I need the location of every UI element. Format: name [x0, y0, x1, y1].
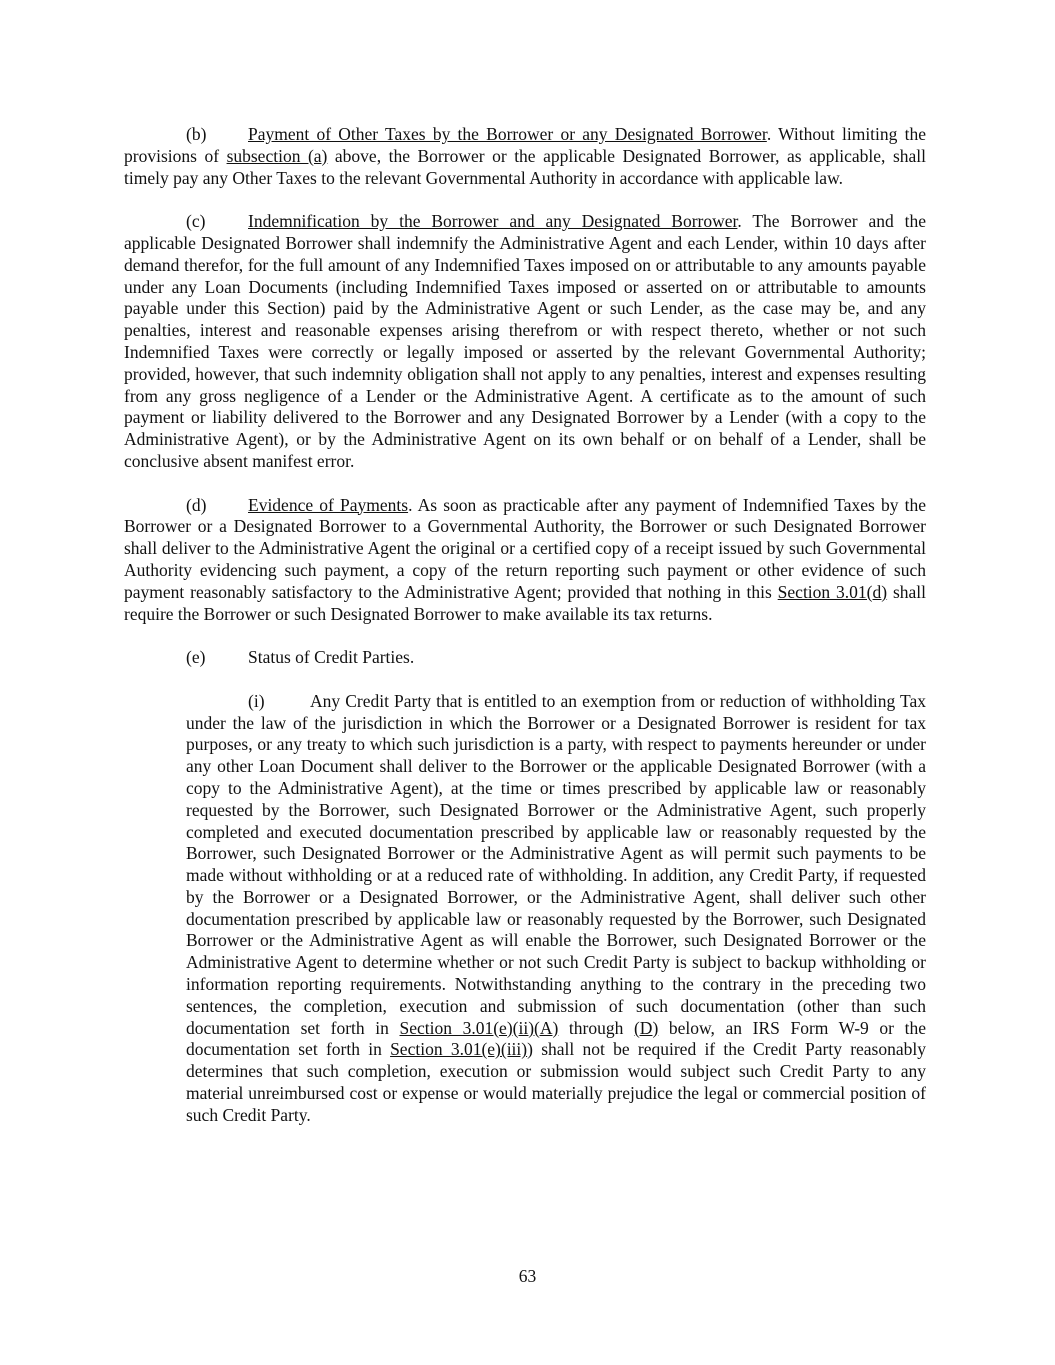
paragraph-e-i-text-2: through: [558, 1017, 634, 1038]
paragraph-e-i: [186, 691, 926, 1127]
paragraph-e-heading: Status of Credit Parties.: [248, 647, 415, 668]
paragraph-c: [124, 211, 926, 473]
paragraph-e-label: (e): [186, 647, 206, 668]
paragraph-e: [186, 647, 926, 669]
paragraph-b-reference: subsection (a): [226, 145, 328, 166]
paragraph-c-text-1: . The Borrower and the applicable Designated Borrower shall indemnify the Administrative Agent and each Lender, within 10 days after demand therefor, for the full amount of any Indemnified Taxes imposed on or attributable to any amounts payable under any Loan Documents (including Indemnified Taxes imposed or asserted on or attributable to amounts payable under this Section) paid by the Administrative Agent or such Lender, as the case may be, and any penalties, interest and reasonable expenses arising therefrom or with respect thereto, whether or not such Indemnified Taxes were correctly or legally imposed or asserted by the relevant Governmental Authority; provided, however, that such indemnity obligation shall not apply to any penalties, interest and expenses resulting from any gross negligence of a Lender or the Administrative Agent. A certificate as to the amount of such payment or liability delivered to the Borrower and any Designated Borrower by a Lender (with a copy to the Administrative Agent), or by the Administrative Agent on its own behalf or on behalf of a Lender, shall be conclusive absent manifest error.: [124, 211, 926, 471]
paragraph-d-label: (d): [186, 494, 207, 515]
paragraph-e-i-reference-3: Section 3.01(e)(iii): [390, 1039, 528, 1060]
page-number: 63: [518, 1266, 537, 1286]
document-page: [124, 124, 926, 1148]
paragraph-b-text-1: . Without limiting the provisions of: [124, 124, 927, 166]
paragraph-b-label: (b): [186, 124, 207, 144]
paragraph-d-text-2: shall require the Borrower or such Designated Borrower to make available its tax returns.: [124, 581, 927, 624]
paragraph-e-i-reference-1: Section 3.01(e)(ii)(A): [399, 1017, 559, 1038]
paragraph-b: [124, 124, 926, 189]
paragraph-c-heading: Indemnification by the Borrower and any Designated Borrower: [248, 211, 738, 232]
paragraph-d: [124, 495, 926, 626]
paragraph-b-heading: Payment of Other Taxes by the Borrower or any Designated Borrower: [248, 124, 767, 144]
paragraph-b-text-2: above, the Borrower or the applicable Designated Borrower, as applicable, shall timely pay any Other Taxes to the relevant Governmental Authority in accordance with applicable law.: [124, 145, 926, 188]
paragraph-e-i-label: (i): [248, 690, 265, 711]
paragraph-d-reference: Section 3.01(d): [777, 581, 888, 602]
paragraph-e-i-reference-2: (D): [633, 1017, 659, 1038]
paragraph-d-text-1: . As soon as practicable after any payment of Indemnified Taxes by the Borrower or a Designated Borrower to a Governmental Authority, the Borrower or such Designated Borrower shall deliver to the Administrative Agent the original or a certified copy of a receipt issued by such Governmental Authority evidencing such payment, a copy of the return reporting such payment or other evidence of such payment reasonably satisfactory to the Administrative Agent; provided that nothing in this: [124, 494, 927, 602]
paragraph-e-i-text-1: Any Credit Party that is entitled to an exemption from or reduction of withholding Tax under the law of the jurisdiction in which the Borrower or a Designated Borrower is resident for tax purposes, or any treaty to which such jurisdiction is a party, with respect to payments hereunder or under any other Loan Document shall deliver to the Borrower or the applicable Designated Borrower (with a copy to the Administrative Agent), at the time or times prescribed by applicable law or reasonably requested by the Borrower, such Designated Borrower or the Administrative Agent, such properly completed and executed documentation prescribed by applicable law or reasonably requested by the Borrower, such Designated Borrower or the Administrative Agent as will permit such payments to be made without withholding or at a reduced rate of withholding. In addition, any Credit Party, if requested by the Borrower or a Designated Borrower, or the Administrative Agent, shall deliver such other documentation prescribed by applicable law or reasonably requested by the Borrower, such Designated Borrower or the Administrative Agent as will enable the Borrower, such Designated Borrower or the Administrative Agent to determine whether or not such Credit Party is subject to backup withholding or information reporting requirements. Notwithstanding anything to the contrary in the preceding two sentences, the completion, execution and submission of such documentation (other than such documentation set forth in: [186, 690, 926, 1038]
paragraph-c-label: (c): [186, 211, 206, 232]
paragraph-d-heading: Evidence of Payments: [248, 494, 409, 515]
paragraph-e-i-text-3: below, an IRS Form W-9 or the documentation set forth in: [186, 1017, 926, 1060]
paragraph-e-i-text-4: ) shall not be required if the Credit Party reasonably determines that such completion, execution or submission would subject such Credit Party to any material unreimbursed cost or expense or would materially prejudice the legal or commercial position of such Credit Party.: [186, 1039, 926, 1125]
